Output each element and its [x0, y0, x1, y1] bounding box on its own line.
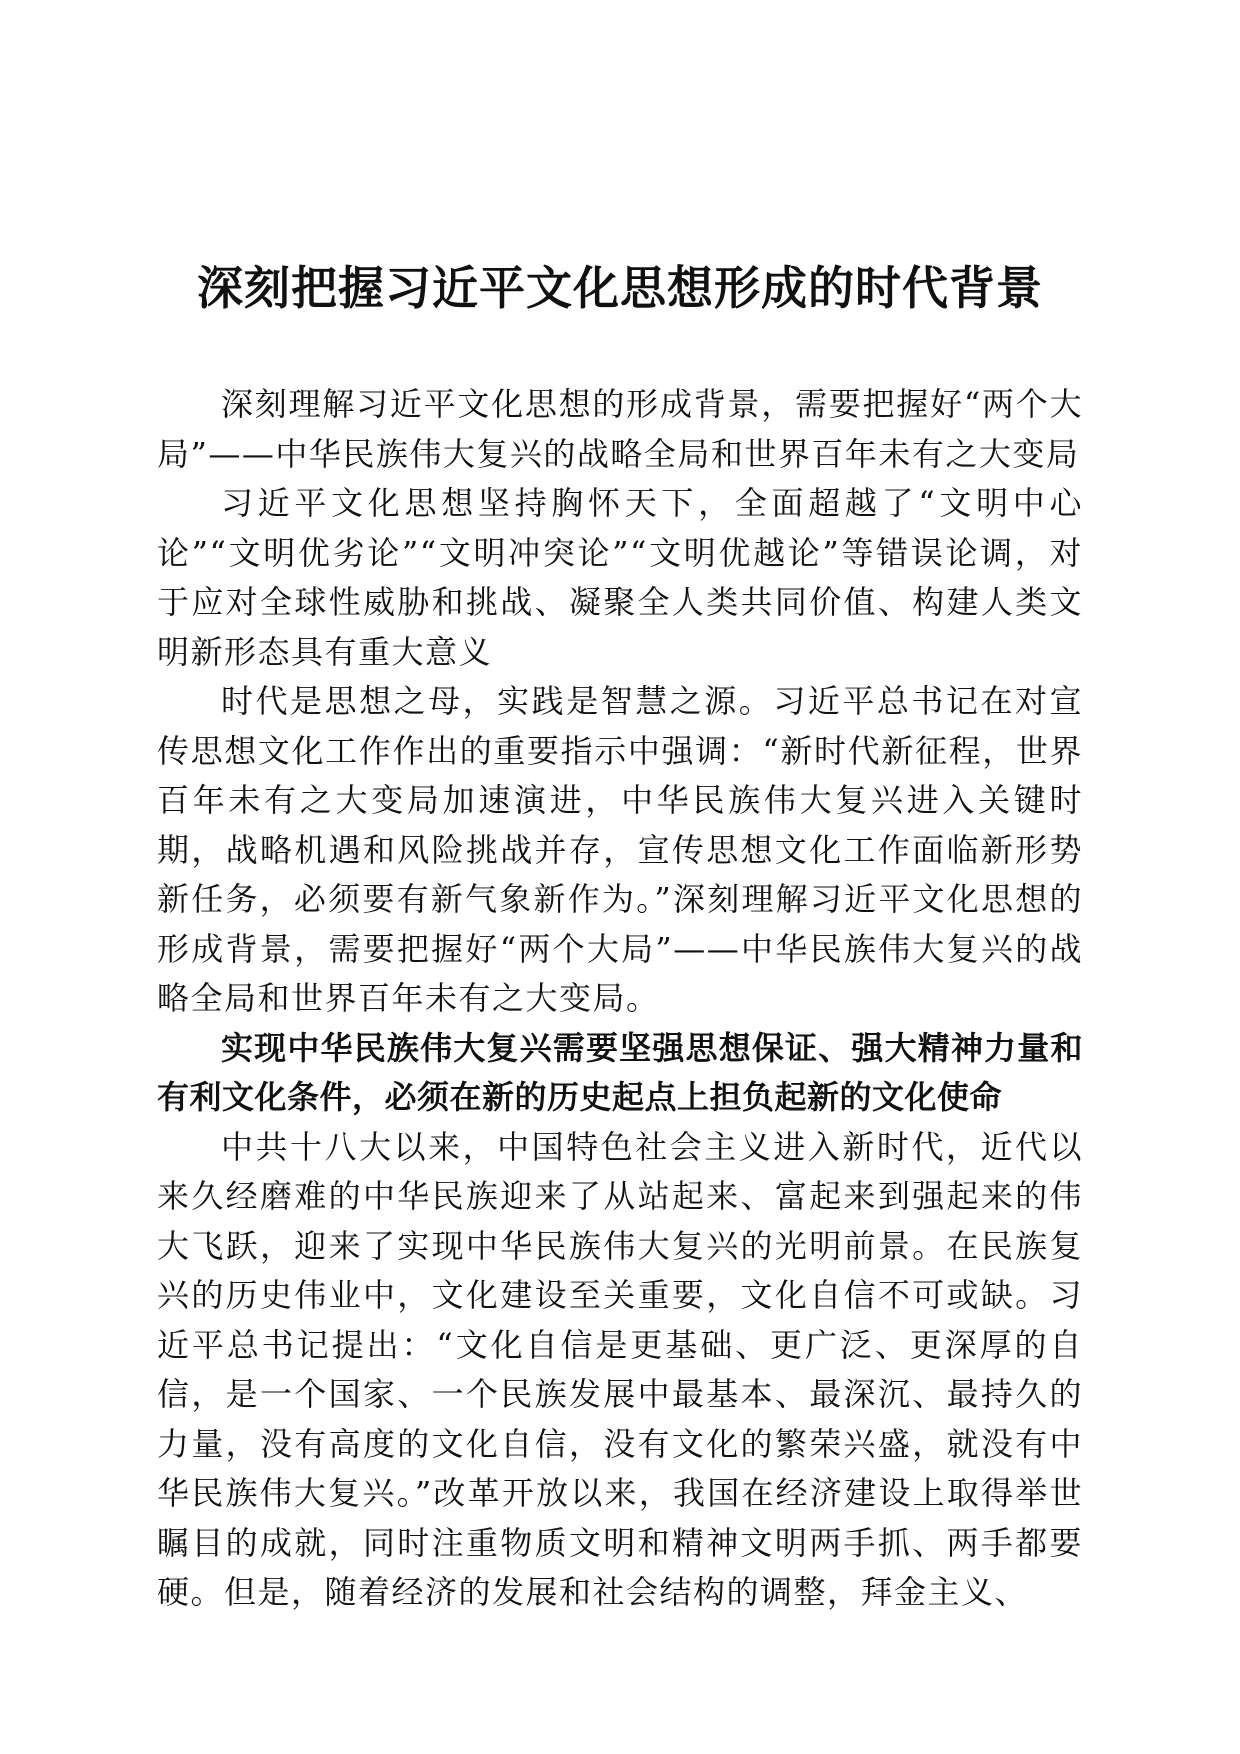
paragraph-1: 深刻理解习近平文化思想的形成背景，需要把握好“两个大局”——中华民族伟大复兴的战略全局和世界百年未有之大变局: [157, 385, 1083, 473]
paragraph-3: 时代是思想之母，实践是智慧之源。习近平总书记在对宣传思想文化工作作出的重要指示中强调：“新时代新征程，世界百年未有之大变局加速演进，中华民族伟大复兴进入关键时期，战略机遇和风险挑战并存，宣传思想文化工作面临新形势新任务，必须要有新气象新作为。”深刻理解习近平文化思想的形成背景，需要把握好“两个大局”——中华民族伟大复兴的战略全局和世界百年未有之大变局。: [157, 682, 1083, 1017]
paragraph-2: 习近平文化思想坚持胸怀天下，全面超越了“文明中心论”“文明优劣论”“文明冲突论”“文明优越论”等错误论调，对于应对全球性威胁和挑战、凝聚全人类共同价值、构建人类文明新形态具有重大意义: [157, 484, 1083, 671]
document-title: 深刻把握习近平文化思想形成的时代背景: [197, 261, 1043, 315]
section-heading: 实现中华民族伟大复兴需要坚强思想保证、强大精神力量和有利文化条件，必须在新的历史起点上担负起新的文化使命: [157, 1028, 1083, 1116]
paragraph-4: 中共十八大以来，中国特色社会主义进入新时代，近代以来久经磨难的中华民族迎来了从站起来、富起来到强起来的伟大飞跃，迎来了实现中华民族伟大复兴的光明前景。在民族复兴的历史伟业中，文化建设至关重要，文化自信不可或缺。习近平总书记提出：“文化自信是更基础、更广泛、更深厚的自信，是一个国家、一个民族发展中最基本、最深沉、最持久的力量，没有高度的文化自信，没有文化的繁荣兴盛，就没有中华民族伟大复兴。”改革开放以来，我国在经济建设上取得举世瞩目的成就，同时注重物质文明和精神文明两手抓、两手都要硬。但是，随着经济的发展和社会结构的调整，拜金主义、: [157, 1127, 1083, 1611]
document-body: [157, 380, 1083, 1618]
